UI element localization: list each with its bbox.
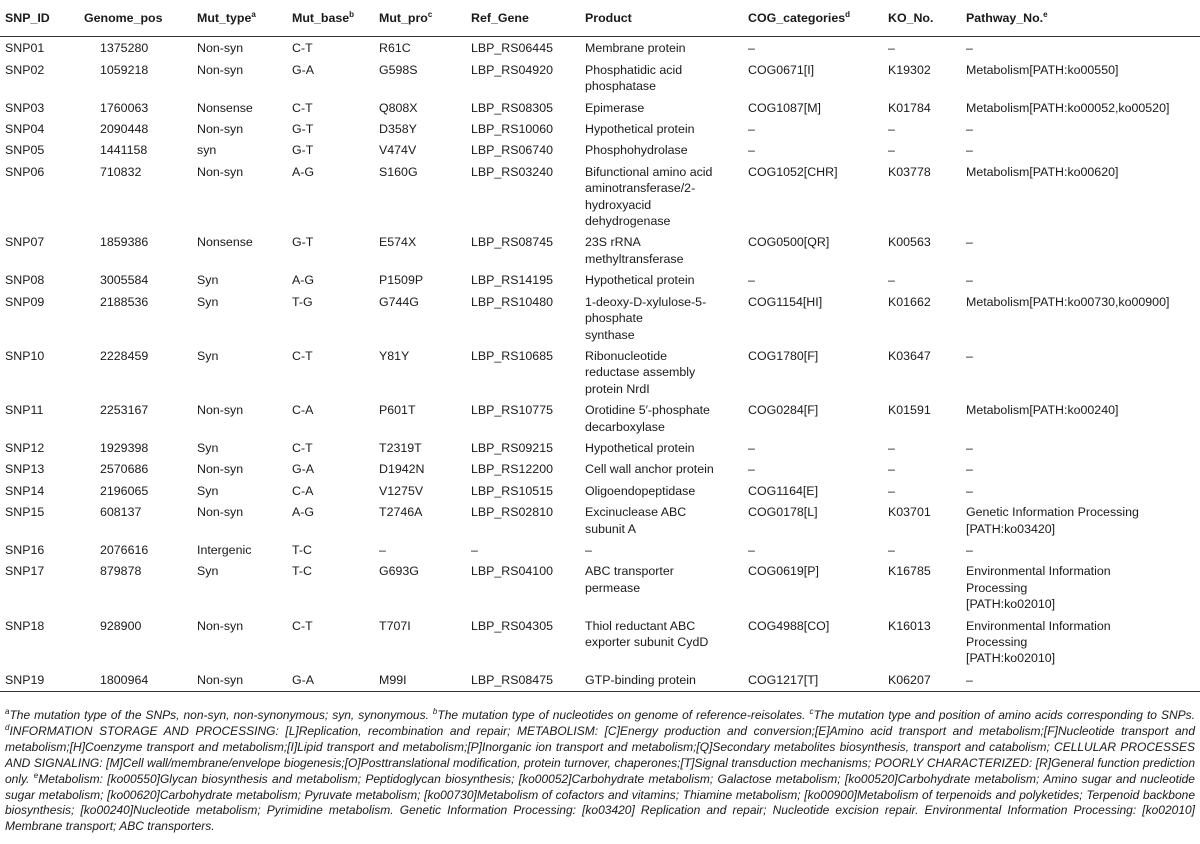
- cell-snp-id: SNP17: [5, 564, 45, 579]
- table-row: [0, 139, 1200, 160]
- table-row: [0, 458, 1200, 479]
- cell-genome-pos: 2090448: [100, 122, 149, 137]
- table-row: [0, 437, 1200, 458]
- cell-ko-no: K03778: [888, 164, 931, 179]
- header-mut-type: Mut_type$^a$: [197, 0, 292, 37]
- cell-cog-categories: COG1164[E]: [748, 483, 819, 498]
- cell-snp-id: SNP03: [5, 100, 45, 115]
- cell-genome-pos: 928900: [100, 618, 142, 633]
- table-row: [0, 118, 1200, 139]
- cell-pathway-no: –: [966, 669, 1200, 692]
- cell-genome-pos: 2253167: [100, 403, 149, 418]
- cell-cog-categories: –: [748, 542, 755, 557]
- cell-mut-base: T-C: [292, 564, 312, 579]
- cell-mut-type: Non-syn: [197, 669, 292, 692]
- cell-snp-id: SNP15: [5, 505, 45, 520]
- cell-ref-gene: LBP_RS04305: [471, 618, 553, 633]
- cell-product: Phosphatidic acid phosphatase: [585, 62, 683, 94]
- table-row: [0, 231, 1200, 269]
- header-mut-pro: Mut_pro$^c$: [379, 0, 471, 37]
- cell-product: Hypothetical protein: [585, 440, 695, 455]
- cell-genome-pos: 1859386: [100, 235, 149, 250]
- table-row: [0, 560, 1200, 614]
- cell-product: Hypothetical protein: [585, 122, 695, 137]
- cell-mut-pro: D358Y: [379, 122, 417, 137]
- cell-snp-id: SNP05: [5, 143, 45, 158]
- cell-cog-categories: COG1217[T]: [748, 669, 888, 692]
- cell-mut-pro: G693G: [379, 564, 419, 579]
- cell-product: Hypothetical protein: [585, 273, 695, 288]
- footnote-c: The mutation type and position of amino acids corresponding to SNPs.: [813, 708, 1195, 722]
- cell-product: 1-deoxy-D-xylulose-5- phosphate synthase: [585, 294, 707, 342]
- cell-product: Cell wall anchor protein: [585, 462, 714, 477]
- cell-ref-gene: LBP_RS08745: [471, 235, 553, 250]
- cell-mut-base: G-T: [292, 143, 314, 158]
- table-row: [0, 37, 1200, 59]
- table-footnotes: [5, 708, 1195, 835]
- cell-mut-pro: Q808X: [379, 100, 418, 115]
- cell-cog-categories: –: [748, 273, 755, 288]
- cell-ko-no: K01662: [888, 294, 931, 309]
- cell-snp-id: SNP02: [5, 62, 45, 77]
- table-header: [0, 0, 1200, 37]
- cell-cog-categories: –: [748, 122, 755, 137]
- cell-ko-no: K03647: [888, 348, 931, 363]
- footnote-d-marker: d: [5, 722, 10, 732]
- cell-ko-no: –: [888, 462, 895, 477]
- cell-cog-categories: –: [748, 143, 755, 158]
- footnote-c-marker: c: [809, 707, 814, 716]
- cell-pathway-no: –: [966, 348, 973, 363]
- cell-pathway-no: Genetic Information Processing [PATH:ko03420]: [966, 505, 1139, 536]
- cell-mut-pro: G744G: [379, 294, 419, 309]
- cell-mut-base: C-T: [292, 348, 313, 363]
- table-body: [0, 37, 1200, 692]
- cell-mut-pro: M99I: [379, 669, 471, 692]
- cell-mut-base: G-A: [292, 669, 379, 692]
- table-row: [0, 399, 1200, 437]
- cell-genome-pos: 1441158: [100, 143, 148, 158]
- cell-pathway-no: –: [966, 440, 973, 455]
- cell-mut-base: C-T: [292, 100, 313, 115]
- cell-mut-base: A-G: [292, 273, 315, 288]
- cell-cog-categories: COG4988[CO]: [748, 618, 830, 633]
- cell-snp-id: SNP06: [5, 164, 45, 179]
- cell-mut-base: A-G: [292, 164, 315, 179]
- cell-cog-categories: –: [748, 462, 755, 477]
- cell-ref-gene: LBP_RS06445: [471, 41, 553, 56]
- cell-snp-id: SNP10: [5, 348, 45, 363]
- cell-mut-pro: D1942N: [379, 462, 425, 477]
- cell-mut-type: Non-syn: [197, 164, 244, 179]
- table-row: [0, 161, 1200, 232]
- cell-ko-no: K06207: [888, 669, 966, 692]
- cell-mut-type: Syn: [197, 440, 219, 455]
- header-cog-categories: COG_categories$^d$: [748, 0, 888, 37]
- cell-mut-type: Non-syn: [197, 122, 244, 137]
- cell-mut-pro: T2746A: [379, 505, 423, 520]
- cell-snp-id: SNP08: [5, 273, 45, 288]
- cell-mut-type: Nonsense: [197, 100, 253, 115]
- cell-cog-categories: COG0671[I]: [748, 62, 815, 77]
- cell-mut-type: Syn: [197, 294, 219, 309]
- cell-mut-type: Non-syn: [197, 618, 244, 633]
- cell-mut-pro: P601T: [379, 403, 416, 418]
- cell-mut-type: Non-syn: [197, 462, 244, 477]
- cell-ko-no: –: [888, 41, 895, 56]
- cell-mut-base: G-A: [292, 462, 315, 477]
- footnote-a-marker: a: [5, 707, 10, 716]
- cell-ref-gene: LBP_RS04100: [471, 564, 553, 579]
- table-row: [0, 97, 1200, 118]
- cell-genome-pos: 2188536: [100, 294, 149, 309]
- cell-snp-id: SNP04: [5, 122, 45, 137]
- cell-genome-pos: 2076616: [100, 542, 149, 557]
- cell-cog-categories: COG0500[QR]: [748, 235, 830, 250]
- cell-snp-id: SNP18: [5, 618, 45, 633]
- cell-ko-no: –: [888, 440, 895, 455]
- cell-genome-pos: 879878: [100, 564, 142, 579]
- cell-ref-gene: LBP_RS10775: [471, 403, 553, 418]
- cell-ref-gene: LBP_RS10060: [471, 122, 553, 137]
- cell-mut-pro: Y81Y: [379, 348, 410, 363]
- cell-pathway-no: Metabolism[PATH:ko00240]: [966, 403, 1119, 418]
- cell-cog-categories: COG1052[CHR]: [748, 164, 838, 179]
- cell-mut-base: G-T: [292, 122, 314, 137]
- cell-ref-gene: LBP_RS14195: [471, 273, 553, 288]
- cell-ko-no: K01591: [888, 403, 931, 418]
- cell-mut-pro: G598S: [379, 62, 418, 77]
- cell-cog-categories: COG0284[F]: [748, 403, 819, 418]
- cell-product: Phosphohydrolase: [585, 143, 688, 158]
- cell-cog-categories: COG1154[HI]: [748, 294, 823, 309]
- cell-mut-type: Non-syn: [197, 62, 244, 77]
- cell-mut-base: C-T: [292, 41, 313, 56]
- table-row: [0, 269, 1200, 290]
- cell-product: Epimerase: [585, 100, 645, 115]
- cell-product: Thiol reductant ABC exporter subunit CydD: [585, 618, 709, 649]
- cell-snp-id: SNP09: [5, 294, 45, 309]
- header-pathway-no: Pathway_No.$^e$: [966, 0, 1200, 37]
- cell-ref-gene: LBP_RS08305: [471, 100, 553, 115]
- cell-mut-pro: T2319T: [379, 440, 422, 455]
- cell-mut-type: syn: [197, 143, 217, 158]
- cell-mut-type: Intergenic: [197, 542, 252, 557]
- table-row: [0, 539, 1200, 560]
- cell-snp-id: SNP11: [5, 403, 44, 418]
- footnote-e-marker: e: [33, 770, 39, 780]
- cell-ref-gene: LBP_RS02810: [471, 505, 553, 520]
- cell-genome-pos: 710832: [100, 164, 142, 179]
- cell-genome-pos: 2570686: [100, 462, 149, 477]
- cell-ref-gene: LBP_RS12200: [471, 462, 553, 477]
- cell-product: Bifunctional amino acid aminotransferase/2- hydroxyacid dehydrogenase: [585, 164, 713, 229]
- cell-product: Oligoendopeptidase: [585, 483, 696, 498]
- cell-pathway-no: Metabolism[PATH:ko00550]: [966, 62, 1119, 77]
- cell-product: Ribonucleotide reductase assembly protein NrdI: [585, 348, 696, 396]
- cell-mut-type: Non-syn: [197, 505, 244, 520]
- table-row: [0, 615, 1200, 669]
- cell-ko-no: –: [888, 143, 895, 158]
- cell-cog-categories: COG0619[P]: [748, 564, 819, 579]
- table-row: [0, 59, 1200, 97]
- cell-ko-no: K16013: [888, 618, 931, 633]
- cell-ko-no: –: [888, 483, 895, 498]
- cell-mut-pro: E574X: [379, 235, 417, 250]
- cell-genome-pos: 608137: [100, 505, 142, 520]
- footnote-a: The mutation type of the SNPs, non-syn, non-synonymous; syn, synonymous.: [9, 708, 429, 722]
- cell-mut-type: Syn: [197, 273, 219, 288]
- cell-ref-gene: –: [471, 542, 478, 557]
- header-snp-id: SNP_ID: [0, 0, 84, 37]
- cell-mut-base: T-G: [292, 294, 313, 309]
- cell-pathway-no: Metabolism[PATH:ko00052,ko00520]: [966, 100, 1170, 115]
- cell-genome-pos: 1800964: [84, 669, 197, 692]
- cell-genome-pos: 2228459: [100, 348, 149, 363]
- cell-mut-base: A-G: [292, 505, 315, 520]
- header-ko-no: KO_No.: [888, 0, 966, 37]
- cell-ref-gene: LBP_RS09215: [471, 440, 553, 455]
- cell-ref-gene: LBP_RS06740: [471, 143, 553, 158]
- cell-mut-type: Nonsense: [197, 235, 253, 250]
- cell-ko-no: –: [888, 122, 895, 137]
- cell-mut-pro: S160G: [379, 164, 418, 179]
- cell-snp-id: SNP12: [5, 440, 45, 455]
- cell-product: ABC transporter permease: [585, 564, 674, 595]
- cell-snp-id: SNP19: [0, 669, 84, 692]
- cell-pathway-no: –: [966, 273, 973, 288]
- footnote-e: Metabolism: [ko00550]Glycan biosynthesis and metabolism; Peptidoglycan biosynthesis; [ko00052]Carbohydrate metabolism; Galactose metabolism; [ko00520]Carbohydrate metabolism; Amino sugar and nucleotide sugar metabolism; [ko00620]Carbohydrate metabolism; Pyruvate metabolism; [ko00730]Metabolism of cofactors and vitamins; Thiamine metabolism; [ko00900]Metabolism of terpenoids and polyketides; Terpenoid backbone biosynthesis; [ko00240]Nucleotide metabolism; Pyrimidine metabolism. Genetic Information Processing: [ko03420] Replication and repair; Nucleotide excision repair. Environmental Information Processing: [ko02010] Membrane transport; ABC transporters.: [5, 771, 1195, 834]
- cell-ref-gene: LBP_RS03240: [471, 164, 553, 179]
- cell-ref-gene: LBP_RS10515: [471, 483, 553, 498]
- cell-cog-categories: –: [748, 41, 755, 56]
- cell-mut-base: C-T: [292, 618, 313, 633]
- cell-mut-pro: T707I: [379, 618, 411, 633]
- cell-mut-base: C-A: [292, 483, 314, 498]
- header-row: [0, 0, 1200, 37]
- cell-ko-no: K01784: [888, 100, 931, 115]
- cell-mut-type: Syn: [197, 348, 219, 363]
- cell-ko-no: –: [888, 273, 895, 288]
- cell-product: –: [585, 542, 592, 557]
- cell-pathway-no: –: [966, 483, 973, 498]
- cell-ko-no: K16785: [888, 564, 931, 579]
- cell-mut-base: T-C: [292, 542, 312, 557]
- table-row: [0, 669, 1200, 692]
- cell-mut-pro: P1509P: [379, 273, 424, 288]
- cell-pathway-no: –: [966, 235, 973, 250]
- cell-pathway-no: –: [966, 41, 973, 56]
- cell-mut-base: G-A: [292, 62, 315, 77]
- cell-genome-pos: 3005584: [100, 273, 149, 288]
- cell-pathway-no: –: [966, 462, 973, 477]
- cell-product: Excinuclease ABC subunit A: [585, 505, 687, 536]
- footnote-b-marker: b: [432, 707, 438, 716]
- cell-genome-pos: 1929398: [100, 440, 149, 455]
- cell-mut-base: C-A: [292, 403, 314, 418]
- cell-ref-gene: LBP_RS08475: [471, 669, 585, 692]
- header-ref-gene: Ref_Gene: [471, 0, 585, 37]
- header-mut-base: Mut_base$^b$: [292, 0, 379, 37]
- cell-pathway-no: –: [966, 122, 973, 137]
- cell-snp-id: SNP13: [5, 462, 45, 477]
- header-genome-pos: Genome_pos: [84, 0, 197, 37]
- cell-snp-id: SNP01: [5, 41, 45, 56]
- cell-genome-pos: 1375280: [100, 41, 149, 56]
- cell-pathway-no: Environmental Information Processing [PATH:ko02010]: [966, 618, 1111, 666]
- cell-ko-no: –: [888, 542, 895, 557]
- cell-cog-categories: COG1087[M]: [748, 100, 821, 115]
- table-row: [0, 480, 1200, 501]
- cell-genome-pos: 1059218: [100, 62, 149, 77]
- cell-genome-pos: 1760063: [100, 100, 149, 115]
- cell-ko-no: K03701: [888, 505, 931, 520]
- cell-ko-no: K00563: [888, 235, 931, 250]
- cell-product: Orotidine 5′-phosphate decarboxylase: [585, 403, 710, 434]
- cell-snp-id: SNP07: [5, 235, 45, 250]
- cell-mut-pro: R61C: [379, 41, 411, 56]
- table-row: [0, 291, 1200, 345]
- cell-product: Membrane protein: [585, 41, 686, 56]
- cell-mut-type: Non-syn: [197, 41, 244, 56]
- cell-mut-type: Syn: [197, 483, 219, 498]
- table-row: [0, 501, 1200, 539]
- footnote-d: INFORMATION STORAGE AND PROCESSING: [L]Replication, recombination and repair; METABOLISM: [C]Energy production and conversion;[E]Amino acid transport and metabolism;[F]Nucleotide transport and metabolism;[H]Coenzyme transport and metabolism;[I]Lipid transport and metabolism;[P]Inorganic ion transport and metabolism;[Q]Secondary metabolites biosynthesis, transport and catabolism; CELLULAR PROCESSES AND SIGNALING: [M]Cell wall/membrane/envelope biogenesis;[O]Posttranslational modification, protein turnover, chaperones;[T]Signal transduction mechanisms; POORLY CHARACTERIZED: [R]General function prediction only.: [5, 723, 1195, 786]
- cell-cog-categories: COG0178[L]: [748, 505, 818, 520]
- cell-cog-categories: –: [748, 440, 755, 455]
- cell-mut-pro: V1275V: [379, 483, 424, 498]
- cell-pathway-no: –: [966, 143, 973, 158]
- cell-ko-no: K19302: [888, 62, 931, 77]
- cell-pathway-no: –: [966, 542, 973, 557]
- cell-snp-id: SNP14: [5, 483, 45, 498]
- header-product: Product: [585, 0, 748, 37]
- cell-ref-gene: LBP_RS10685: [471, 348, 553, 363]
- cell-mut-type: Non-syn: [197, 403, 244, 418]
- cell-ref-gene: LBP_RS04920: [471, 62, 553, 77]
- cell-mut-base: G-T: [292, 235, 314, 250]
- cell-mut-base: C-T: [292, 440, 313, 455]
- footnote-b: The mutation type of nucleotides on genome of reference-reisolates.: [437, 708, 806, 722]
- cell-mut-pro: V474V: [379, 143, 417, 158]
- cell-ref-gene: LBP_RS10480: [471, 294, 553, 309]
- cell-snp-id: SNP16: [5, 542, 45, 557]
- cell-genome-pos: 2196065: [100, 483, 149, 498]
- cell-mut-pro: –: [379, 542, 386, 557]
- cell-pathway-no: Metabolism[PATH:ko00620]: [966, 164, 1119, 179]
- cell-cog-categories: COG1780[F]: [748, 348, 819, 363]
- cell-product: 23S rRNA methyltransferase: [585, 235, 684, 266]
- cell-pathway-no: Metabolism[PATH:ko00730,ko00900]: [966, 294, 1170, 309]
- table-row: [0, 345, 1200, 399]
- cell-pathway-no: Environmental Information Processing [PATH:ko02010]: [966, 564, 1111, 612]
- cell-product: GTP-binding protein: [585, 669, 748, 692]
- cell-mut-type: Syn: [197, 564, 219, 579]
